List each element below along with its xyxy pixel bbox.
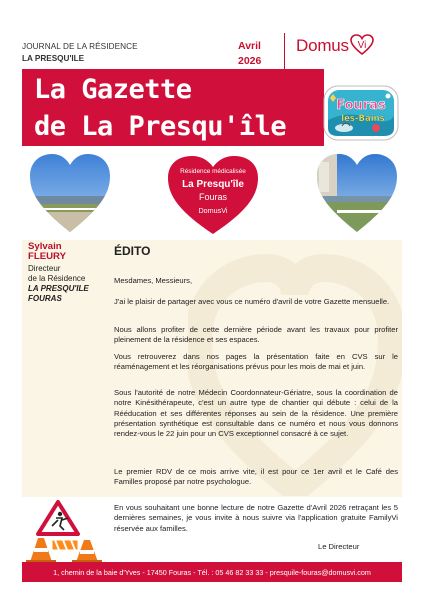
edito-paragraph: Nous allons profiter de cette dernière période avant les travaux pour profiter pleinement de la résidence et ses espaces. [114,325,398,345]
residence-card-brand: DomusVi [198,206,228,215]
svg-text:Vi: Vi [357,40,367,51]
edito-signature: Le Directeur [318,542,360,551]
author-org-line1: de la Résidence [28,274,86,283]
author-org-line2: LA PRESQU'ILE [28,284,89,293]
gazette-title-line1: La Gazette [34,74,192,105]
edito-title: ÉDITO [114,244,151,258]
residence-card [166,154,260,236]
issue-year: 2026 [238,55,262,67]
roadwork-cones-icon [22,498,106,566]
issue-month: Avril [238,40,261,52]
fouras-les-bains-badge [318,82,402,144]
edito-paragraph: Sous l'autorité de notre Médecin Coordonnateur-Gériatre, sous la coordination de notre Kinésithérapeute, c'est un autre type de chantier qui débute : celui de la Rééducation et ses différentes réponses au sein de la résidence. Une première présentation synthétique est consultable dans ce numéro et nous vous donnons rendez-vous le 22 juin pour un CVS exceptionnel consacré à ce sujet. [114,388,398,439]
domusvi-logo [296,34,374,56]
badge-line1: Fouras [336,98,386,113]
edito-closing: En vous souhaitant une bonne lecture de notre Gazette d'Avril 2026 retraçant les 5 dernières semaines, je vous invite à nous suivre via l'application gratuite FamilyVi réservée aux familles. [114,503,398,533]
badge-line2: les-Bains [341,114,385,124]
edito-paragraph: Le premier RDV de ce mois arrive vite, il est pour ce 1er avril et le Café des Familles proposé par notre psychologue. [114,467,398,487]
edito-paragraph: Vous retrouverez dans nos pages la présentation faite en CVS sur le réaménagement et les réorganisations prévus pour les mois de mai et juin. [114,352,398,372]
gazette-title-line2: de La Presqu'île [34,111,287,142]
edito-greeting: Mesdames, Messieurs, [114,276,193,285]
residence-card-name: La Presqu'île [182,179,244,190]
heart-photo-left [28,152,112,234]
brand-text: Domus [296,35,349,55]
author-first-name: Sylvain [28,241,62,252]
edito-paragraph: J'ai le plaisir de partager avec vous ce numéro d'avril de votre Gazette mensuelle. [114,297,390,306]
journal-label: JOURNAL DE LA RÉSIDENCE [22,42,138,51]
residence-card-city: Fouras [198,192,227,202]
residence-card-subtitle: Résidence médicalisée [180,168,246,175]
heart-vi-icon [350,34,374,56]
header-divider [284,33,285,69]
footer-contact: 1, chemin de la baie d'Yves - 17450 Fouras - Tél. : 05 46 82 33 33 - presquile-fouras@domusvi.com [53,568,371,577]
author-role: Directeur [28,264,61,273]
author-org-line3: FOURAS [28,294,62,303]
residence-label: LA PRESQU'ILE [22,54,85,63]
author-last-name: FLEURY [28,251,67,262]
heart-photo-right [315,152,399,234]
